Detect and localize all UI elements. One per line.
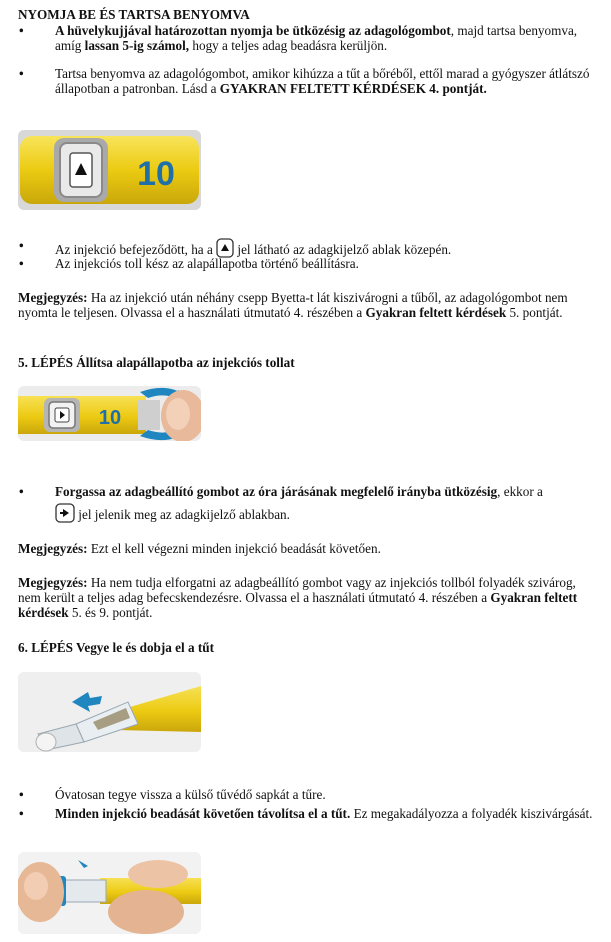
text-strong: lassan 5-ig számol,	[84, 38, 190, 53]
text: Ha az injekció után néhány csepp Byetta-t lát kiszivárogni a tűből, az adagológombot nem nyomta le teljesen. Olvassa el a használati útmutató 4. részében a	[18, 290, 568, 320]
text-strong: Gyakran feltett kérdések	[18, 590, 578, 620]
reset-symbol-icon	[55, 503, 75, 526]
text: , majd tartsa benyomva, amíg	[55, 23, 578, 53]
text-strong: A hüvelykujjával határozottan nyomja be ütközésig az adagológombot	[55, 23, 451, 38]
step4-heading: NYOMJA BE ÉS TARTSA BENYOMVA	[18, 7, 250, 22]
text: Ez megakadályozza a folyadék kiszivárgását.	[350, 806, 593, 821]
text-strong: Gyakran feltett kérdések	[365, 305, 507, 320]
text: jel látható az adagkijelző ablak közepén.	[237, 242, 452, 257]
bullet-icon: •	[19, 256, 24, 271]
text-strong: Minden injekció beadását követően távolítsa el a tűt.	[55, 806, 351, 821]
text: Ha nem tudja elforgatni az adagbeállító gombot vagy az injekciós tollból folyadék szivárog, nem került a teljes adag befecskendezésre. Olvassa el a használati útmutató 4. részében a	[18, 575, 576, 605]
dose-number: 10	[137, 155, 175, 193]
text: jel jelenik meg az adagkijelző ablakban.	[78, 507, 290, 522]
step5-heading: 5. LÉPÉS Állítsa alapállapotba az injekciós tollat	[18, 355, 295, 370]
note-cannot-turn	[18, 575, 593, 620]
bullet-ready-reset	[18, 256, 593, 271]
note-label: Megjegyzés:	[18, 575, 88, 590]
text: Ezt el kell végezni minden injekció beadását követően.	[87, 541, 381, 556]
text: Tartsa benyomva az adagológombot, amikor kihúzza a tűt a bőréből, ettől marad a gyógyszer átlátszó állapotban a patronban. Lásd a	[55, 66, 590, 96]
text-strong: Forgassa az adagbeállító gombot az óra járásának megfelelő irányba ütközésig	[55, 484, 498, 499]
text: , ekkor a	[497, 484, 543, 499]
text: hogy a teljes adag beadásra kerüljön.	[189, 38, 388, 53]
note-label: Megjegyzés:	[18, 290, 88, 305]
bullet-remove-needle	[18, 806, 593, 821]
bullet-press-hold	[18, 23, 593, 53]
text: 5. pontját.	[506, 305, 563, 320]
bullet-icon: •	[19, 23, 24, 38]
hands-unscrew-figure	[18, 852, 201, 934]
step6-heading: 6. LÉPÉS Vegye le és dobja el a tűt	[18, 640, 214, 655]
bullet-turn-knob	[18, 484, 593, 526]
text: Az injekció befejeződött, ha a	[55, 242, 213, 257]
bullet-replace-cap	[18, 787, 593, 802]
text: Óvatosan tegye vissza a külső tűvédő sapkát a tűre.	[55, 787, 326, 802]
bullet-icon: •	[19, 238, 24, 253]
reset-pen-figure	[18, 386, 201, 441]
text: Az injekciós toll kész az alapállapotba történő beállításra.	[55, 256, 359, 271]
text: 5. és 9. pontját.	[68, 605, 153, 620]
remove-needle-figure	[18, 672, 201, 752]
bullet-icon: •	[19, 66, 24, 81]
note-leak	[18, 290, 593, 320]
bullet-icon: •	[19, 787, 24, 802]
note-every-injection	[18, 541, 593, 556]
bullet-hold-withdraw	[18, 66, 593, 96]
text-strong: GYAKRAN FELTETT KÉRDÉSEK 4. pontját.	[219, 81, 487, 96]
dose-number: 10	[98, 407, 122, 429]
bullet-icon: •	[19, 806, 24, 821]
dose-window-figure	[18, 130, 201, 210]
note-label: Megjegyzés:	[18, 541, 88, 556]
bullet-icon: •	[19, 484, 24, 499]
